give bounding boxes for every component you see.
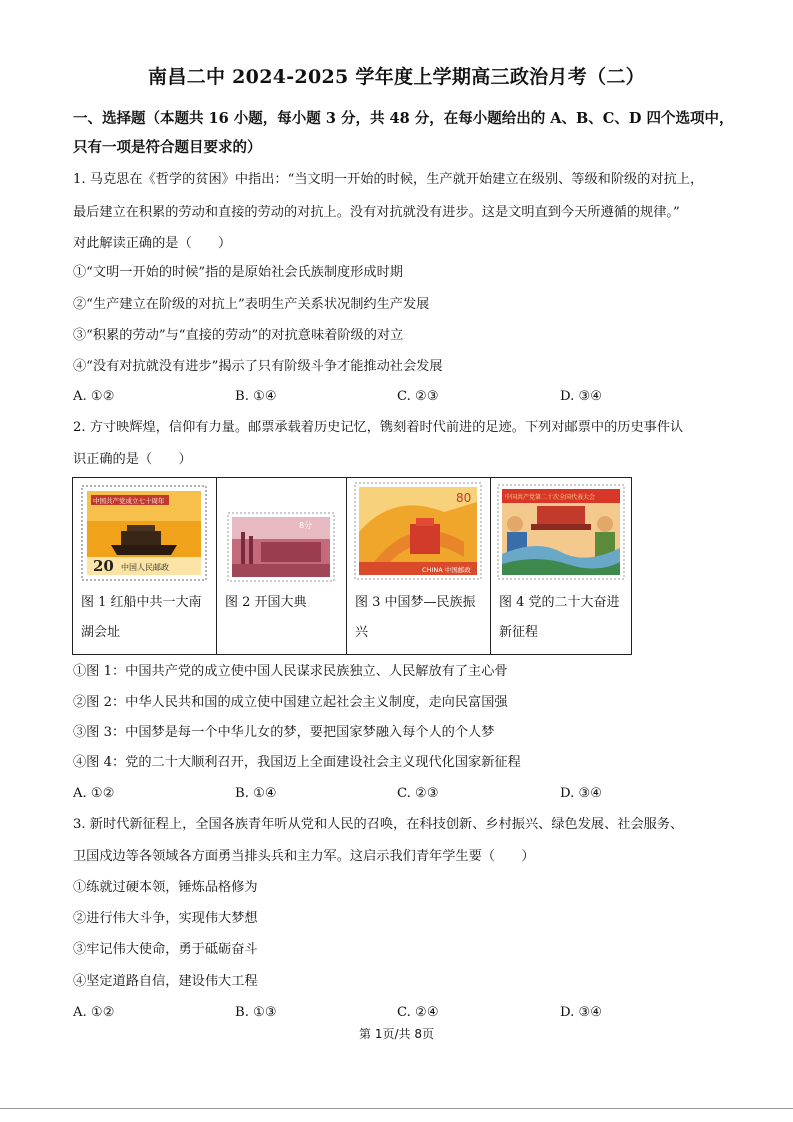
- page-footer: 第 1页/共 8页: [359, 1027, 434, 1041]
- q2-statement-3: ③图 3：中国梦是每一个中华儿女的梦，要把国家梦融入每个人的个人梦: [73, 725, 495, 740]
- section-header: [73, 104, 743, 162]
- stamp-caption-2: 图 2 开国大典: [225, 595, 307, 610]
- q1-statement-4: ④“没有对抗就没有进步”揭示了只有阶级斗争才能推动社会发展: [73, 359, 443, 374]
- stamp-image-2: [227, 512, 335, 582]
- q1-stem-line3: 对此解读正确的是（ ）: [73, 236, 232, 251]
- q2-option-c[interactable]: C. ②③: [397, 786, 439, 801]
- q2-stem-line2: 识正确的是（ ）: [73, 452, 192, 467]
- q1-option-b[interactable]: B. ①④: [235, 389, 277, 404]
- stamp-1-value: 20: [93, 557, 114, 575]
- section-header-line2: 只有一项是符合题目要求的）: [73, 139, 262, 156]
- stamp-1-print: 中国人民邮政: [121, 563, 169, 572]
- stamp-caption-1: 图 1 红船中共一大南湖会址: [81, 595, 202, 640]
- stamp-image-4: [497, 484, 625, 580]
- q3-statement-1: ①练就过硬本领，锤炼品格修为: [73, 880, 258, 895]
- stamp-cell-3: [347, 478, 491, 654]
- q2-statement-1: ①图 1：中国共产党的成立使中国人民谋求民族独立、人民解放有了主心骨: [73, 664, 508, 679]
- q3-option-a[interactable]: A. ①②: [73, 1005, 115, 1020]
- stamp-image-3: [354, 482, 482, 580]
- stamp-4-banner: 中国共产党第二十次全国代表大会: [505, 494, 596, 501]
- q3-statement-2: ②进行伟大斗争，实现伟大梦想: [73, 911, 258, 926]
- q3-statement-4: ④坚定道路自信，建设伟大工程: [73, 974, 258, 989]
- q1-option-c[interactable]: C. ②③: [397, 389, 439, 404]
- section-header-line1: 一、选择题（本题共 16 小题，每小题 3 分，共 48 分，在每小题给出的 A、B、C、D 四个选项中，: [73, 110, 734, 127]
- stamp-1-banner: 中国共产党成立七十周年: [93, 497, 165, 505]
- q1-option-d[interactable]: D. ③④: [560, 389, 603, 404]
- stamp-cell-2: [217, 478, 347, 654]
- q2-option-d[interactable]: D. ③④: [560, 786, 603, 801]
- q3-option-b[interactable]: B. ①③: [235, 1005, 277, 1020]
- q1-statement-1: ①“文明一开始的时候”指的是原始社会氏族制度形成时期: [73, 265, 403, 280]
- q3-stem-line1: 3. 新时代新征程上，全国各族青年听从党和人民的召唤，在科技创新、乡村振兴、绿色发展、社会服务、: [73, 817, 684, 832]
- q3-option-c[interactable]: C. ②④: [397, 1005, 439, 1020]
- stamp-cell-4: [491, 478, 630, 654]
- stamp-caption-4: 图 4 党的二十大奋进新征程: [499, 595, 620, 640]
- q1-statement-2: ②“生产建立在阶级的对抗上”表明生产关系状况制约生产发展: [73, 297, 430, 312]
- q3-stem-line2: 卫国戍边等各领域各方面勇当排头兵和主力军。这启示我们青年学生要（ ）: [73, 849, 535, 864]
- stamp-3-value: 80: [456, 491, 472, 505]
- q2-option-b[interactable]: B. ①④: [235, 786, 277, 801]
- q2-stem-line1: 2. 方寸映辉煌，信仰有力量。邮票承载着历史记忆，镌刻着时代前进的足迹。下列对邮票中的历史事件认: [73, 420, 684, 435]
- q3-option-d[interactable]: D. ③④: [560, 1005, 603, 1020]
- q2-statement-2: ②图 2：中华人民共和国的成立使中国建立起社会主义制度，走向民富国强: [73, 695, 508, 710]
- q1-option-a[interactable]: A. ①②: [73, 389, 115, 404]
- stamp-image-1: [81, 485, 207, 581]
- q1-stem-line2: 最后建立在积累的劳动和直接的劳动的对抗上。没有对抗就没有进步。这是文明直到今天所遵循的规律。”: [73, 205, 680, 220]
- stamp-caption-3: 图 3 中国梦—民族振兴: [355, 595, 476, 640]
- stamp-3-print: CHINA 中国邮政: [422, 566, 471, 574]
- q1-stem-line1: 1. 马克思在《哲学的贫困》中指出：“当文明一开始的时候，生产就开始建立在级别、等级和阶级的对抗上，: [73, 172, 704, 187]
- q2-statement-4: ④图 4：党的二十大顺利召开，我国迈上全面建设社会主义现代化国家新征程: [73, 755, 521, 770]
- exam-title: 南昌二中 2024-2025 学年度上学期高三政治月考（二）: [148, 66, 645, 88]
- q3-statement-3: ③牢记伟大使命，勇于砥砺奋斗: [73, 942, 258, 957]
- q1-statement-3: ③“积累的劳动”与“直接的劳动”的对抗意味着阶级的对立: [73, 328, 404, 343]
- stamp-table: [72, 477, 632, 655]
- bottom-divider: [0, 1108, 793, 1109]
- stamp-2-value: 8分: [299, 521, 313, 530]
- q2-option-a[interactable]: A. ①②: [73, 786, 115, 801]
- stamp-cell-1: [73, 478, 217, 654]
